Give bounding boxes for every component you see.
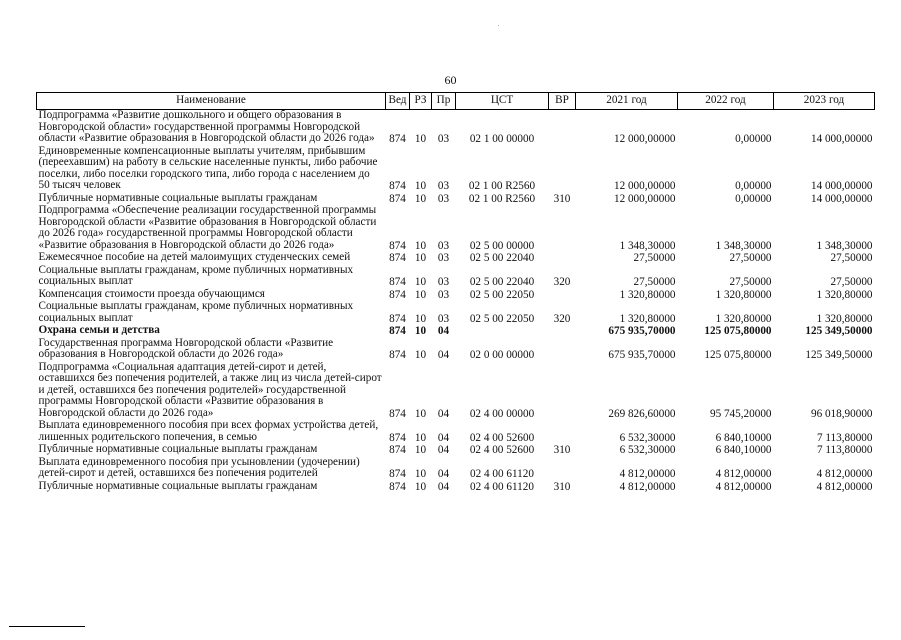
table-row xyxy=(37,252,875,265)
cell-pr: 03 xyxy=(437,180,450,192)
table-row xyxy=(37,205,875,252)
cell-cst: 02 4 00 52600 xyxy=(469,444,535,456)
cell-y2022: 125 075,80000 xyxy=(704,325,772,337)
table-row xyxy=(37,457,875,481)
cell-vr xyxy=(549,457,576,481)
cell-ved: 874 xyxy=(389,468,406,480)
cell-pr: 04 xyxy=(437,325,450,337)
cell-y2021: 1 320,80000 xyxy=(619,312,676,325)
cell-y2023: 14 000,00000 xyxy=(810,192,873,205)
cell-vr xyxy=(549,110,576,146)
cell-rz: 10 xyxy=(414,468,427,480)
cell-ved: 874 xyxy=(389,288,406,301)
header-name: Наименование xyxy=(37,93,386,110)
cell-cst xyxy=(456,325,549,338)
header-2023: 2023 год xyxy=(774,93,875,110)
cell-vr: 310 xyxy=(553,480,571,493)
cell-name: Охрана семьи и детства xyxy=(38,324,160,336)
cell-vr: 320 xyxy=(553,276,571,288)
table-row xyxy=(37,481,875,494)
cell-pr: 03 xyxy=(437,276,450,288)
cell-cst: 02 5 00 22050 xyxy=(469,312,535,325)
cell-rz: 10 xyxy=(414,480,427,493)
cell-name: Компенсация стоимости проезда обучающимся xyxy=(38,287,265,300)
cell-cst: 02 5 00 22050 xyxy=(469,288,535,301)
cell-name: Государственная программа Новгородской области «Развитие образования в Новгородской области до 2026 года» xyxy=(38,336,334,360)
cell-y2023: 4 812,00000 xyxy=(816,468,873,480)
cell-y2022: 6 840,10000 xyxy=(715,431,772,444)
cell-y2023: 1 320,80000 xyxy=(816,288,873,301)
cell-rz: 10 xyxy=(414,239,427,252)
cell-vr: 310 xyxy=(553,192,571,205)
cell-pr: 04 xyxy=(437,431,450,444)
cell-ved: 874 xyxy=(389,239,406,252)
cell-ved: 874 xyxy=(389,407,406,420)
header-2021: 2021 год xyxy=(576,93,678,110)
cell-pr: 04 xyxy=(437,444,450,456)
cell-cst: 02 4 00 61120 xyxy=(470,480,534,493)
cell-name: Подпрограмма «Социальная адаптация детей-сирот и детей, оставшихся без попечения родителей, а также лиц из числа детей-сирот и детей, оставшихся без попечения родителей» государственной программы Новгородской области «Развитие образования в Новгородской области до 2026 года» xyxy=(38,360,382,419)
cell-y2022: 1 348,30000 xyxy=(715,239,772,252)
cell-vr: 310 xyxy=(553,444,571,456)
cell-y2023: 125 349,50000 xyxy=(805,325,873,337)
cell-pr: 03 xyxy=(437,239,450,252)
cell-y2021: 4 812,00000 xyxy=(619,468,676,480)
table-row xyxy=(37,146,875,193)
cell-name: Социальные выплаты гражданам, кроме публичных нормативных социальных выплат xyxy=(38,263,354,287)
header-rz: РЗ xyxy=(410,93,432,110)
cell-y2022: 0,00000 xyxy=(735,192,772,205)
cell-name: Публичные нормативные социальные выплаты гражданам xyxy=(38,443,318,455)
cell-y2023: 27,50000 xyxy=(830,276,873,288)
cell-ved: 874 xyxy=(389,180,406,192)
table-row xyxy=(37,301,875,325)
cell-vr xyxy=(549,205,576,252)
cell-y2022: 4 812,00000 xyxy=(715,468,772,480)
cell-y2021: 1 320,80000 xyxy=(619,288,676,301)
cell-pr: 04 xyxy=(437,468,450,480)
cell-vr xyxy=(549,146,576,193)
cell-y2021: 27,50000 xyxy=(633,252,676,264)
table-row xyxy=(37,338,875,362)
cell-name: Единовременные компенсационные выплаты учителям, прибывшим (переехавшим) на работу в сельские населенные пункты, либо рабочие поселки, либо поселки городского типа, либо города с населением до 50 тысяч человек xyxy=(38,144,378,191)
scan-speck xyxy=(498,25,499,26)
cell-cst: 02 1 00 00000 xyxy=(469,133,535,145)
cell-rz: 10 xyxy=(414,431,427,444)
header-2022: 2022 год xyxy=(678,93,774,110)
cell-cst: 02 5 00 22040 xyxy=(469,276,535,288)
cell-ved: 874 xyxy=(389,252,406,264)
cell-y2021: 675 935,70000 xyxy=(608,349,676,361)
cell-ved: 874 xyxy=(389,133,406,145)
cell-ved: 874 xyxy=(389,276,406,288)
table-row xyxy=(37,265,875,289)
cell-cst: 02 4 00 52600 xyxy=(469,431,535,444)
cell-pr: 04 xyxy=(437,407,450,420)
cell-vr xyxy=(549,325,576,338)
budget-table xyxy=(36,92,875,493)
cell-vr xyxy=(549,289,576,302)
cell-ved: 874 xyxy=(389,349,406,361)
cell-y2022: 95 745,20000 xyxy=(709,407,772,420)
cell-y2022: 0,00000 xyxy=(735,180,772,192)
cell-rz: 10 xyxy=(414,192,427,205)
cell-y2021: 1 348,30000 xyxy=(619,239,676,252)
cell-rz: 10 xyxy=(414,349,427,361)
cell-rz: 10 xyxy=(414,276,427,288)
cell-cst: 02 5 00 22040 xyxy=(469,252,535,264)
cell-y2023: 1 320,80000 xyxy=(816,312,873,325)
cell-cst: 02 1 00 R2560 xyxy=(468,180,536,192)
cell-y2023: 4 812,00000 xyxy=(816,480,873,493)
cell-rz: 10 xyxy=(414,288,427,301)
cell-ved: 874 xyxy=(389,431,406,444)
cell-cst: 02 0 00 00000 xyxy=(469,349,535,361)
cell-name: Социальные выплаты гражданам, кроме публичных нормативных социальных выплат xyxy=(38,300,354,324)
page-number: 60 xyxy=(444,73,457,87)
cell-y2022: 1 320,80000 xyxy=(715,312,772,325)
cell-y2022: 4 812,00000 xyxy=(715,480,772,493)
cell-cst: 02 1 00 R2560 xyxy=(468,192,536,205)
cell-pr: 04 xyxy=(437,480,450,493)
cell-name: Публичные нормативные социальные выплаты гражданам xyxy=(38,479,318,492)
cell-y2021: 12 000,00000 xyxy=(613,133,676,145)
cell-name: Выплата единовременного пособия при всех формах устройства детей, лишенных родительского попечения, в семью xyxy=(38,419,379,443)
header-ved: Вед xyxy=(386,93,410,110)
cell-ved: 874 xyxy=(389,192,406,205)
cell-rz: 10 xyxy=(414,325,427,337)
cell-y2021: 12 000,00000 xyxy=(613,192,676,205)
cell-y2022: 6 840,10000 xyxy=(715,444,772,456)
cell-vr xyxy=(549,252,576,265)
cell-pr: 04 xyxy=(437,349,450,361)
cell-rz: 10 xyxy=(414,252,427,264)
cell-ved: 874 xyxy=(389,480,406,493)
cell-pr: 03 xyxy=(437,288,450,301)
table-row xyxy=(37,325,875,338)
header-vr: ВР xyxy=(549,93,576,110)
cell-y2022: 27,50000 xyxy=(729,252,772,264)
table-header-row xyxy=(37,93,875,110)
cell-rz: 10 xyxy=(414,312,427,325)
cell-cst: 02 4 00 61120 xyxy=(470,468,534,480)
cell-rz: 10 xyxy=(414,133,427,145)
cell-y2023: 7 113,80000 xyxy=(816,444,873,456)
cell-y2023: 27,50000 xyxy=(830,252,873,264)
cell-pr: 03 xyxy=(437,252,450,264)
cell-y2023: 14 000,00000 xyxy=(810,133,873,145)
cell-pr: 03 xyxy=(437,192,450,205)
cell-y2023: 14 000,00000 xyxy=(810,180,873,192)
cell-rz: 10 xyxy=(414,180,427,192)
cell-y2023: 7 113,80000 xyxy=(816,431,873,444)
cell-vr xyxy=(549,420,576,444)
header-pr: Пр xyxy=(432,93,456,110)
cell-name: Подпрограмма «Развитие дошкольного и общего образования в Новгородской области» государственной программы Новгородской области «Развитие образования в Новгородской области до 2026 года» xyxy=(38,109,375,144)
cell-ved: 874 xyxy=(389,325,406,337)
table-row xyxy=(37,362,875,421)
cell-vr: 320 xyxy=(553,312,571,325)
cell-ved: 874 xyxy=(389,312,406,325)
cell-name: Подпрограмма «Обеспечение реализации государственной программы Новгородской области «Развитие образования в Новгородской области до 2026 года» государственной программы Новгородской области «Развитие образования в Новгородской области до 2026 года» xyxy=(38,204,377,251)
cell-pr: 03 xyxy=(437,312,450,325)
cell-y2021: 12 000,00000 xyxy=(613,180,676,192)
cell-rz: 10 xyxy=(414,444,427,456)
cell-name: Выплата единовременного пособия при усыновлении (удочерении) детей-сирот и детей, оставшихся без попечения родителей xyxy=(38,455,360,479)
cell-y2023: 96 018,90000 xyxy=(810,407,873,420)
cell-y2021: 27,50000 xyxy=(633,276,676,288)
cell-cst: 02 5 00 00000 xyxy=(469,239,535,252)
cell-vr xyxy=(549,362,576,421)
cell-y2021: 4 812,00000 xyxy=(619,480,676,493)
table-row xyxy=(37,110,875,146)
cell-rz: 10 xyxy=(414,407,427,420)
cell-y2022: 0,00000 xyxy=(735,133,772,145)
table-row xyxy=(37,420,875,444)
footer-rule xyxy=(9,626,85,627)
cell-y2021: 269 826,60000 xyxy=(608,407,676,420)
cell-name: Ежемесячное пособие на детей малоимущих студенческих семей xyxy=(38,251,351,263)
header-cst: ЦСТ xyxy=(456,93,549,110)
table-row xyxy=(37,444,875,457)
cell-y2021: 6 532,30000 xyxy=(619,431,676,444)
cell-cst: 02 4 00 00000 xyxy=(469,407,535,420)
cell-y2022: 125 075,80000 xyxy=(704,349,772,361)
cell-vr xyxy=(549,338,576,362)
cell-y2021: 675 935,70000 xyxy=(608,325,676,337)
table-body xyxy=(37,110,875,494)
cell-y2023: 1 348,30000 xyxy=(816,239,873,252)
cell-y2023: 125 349,50000 xyxy=(805,349,873,361)
cell-pr: 03 xyxy=(437,133,450,145)
cell-ved: 874 xyxy=(389,444,406,456)
cell-y2022: 27,50000 xyxy=(729,276,772,288)
cell-y2021: 6 532,30000 xyxy=(619,444,676,456)
cell-name: Публичные нормативные социальные выплаты гражданам xyxy=(38,191,318,204)
cell-y2022: 1 320,80000 xyxy=(715,288,772,301)
